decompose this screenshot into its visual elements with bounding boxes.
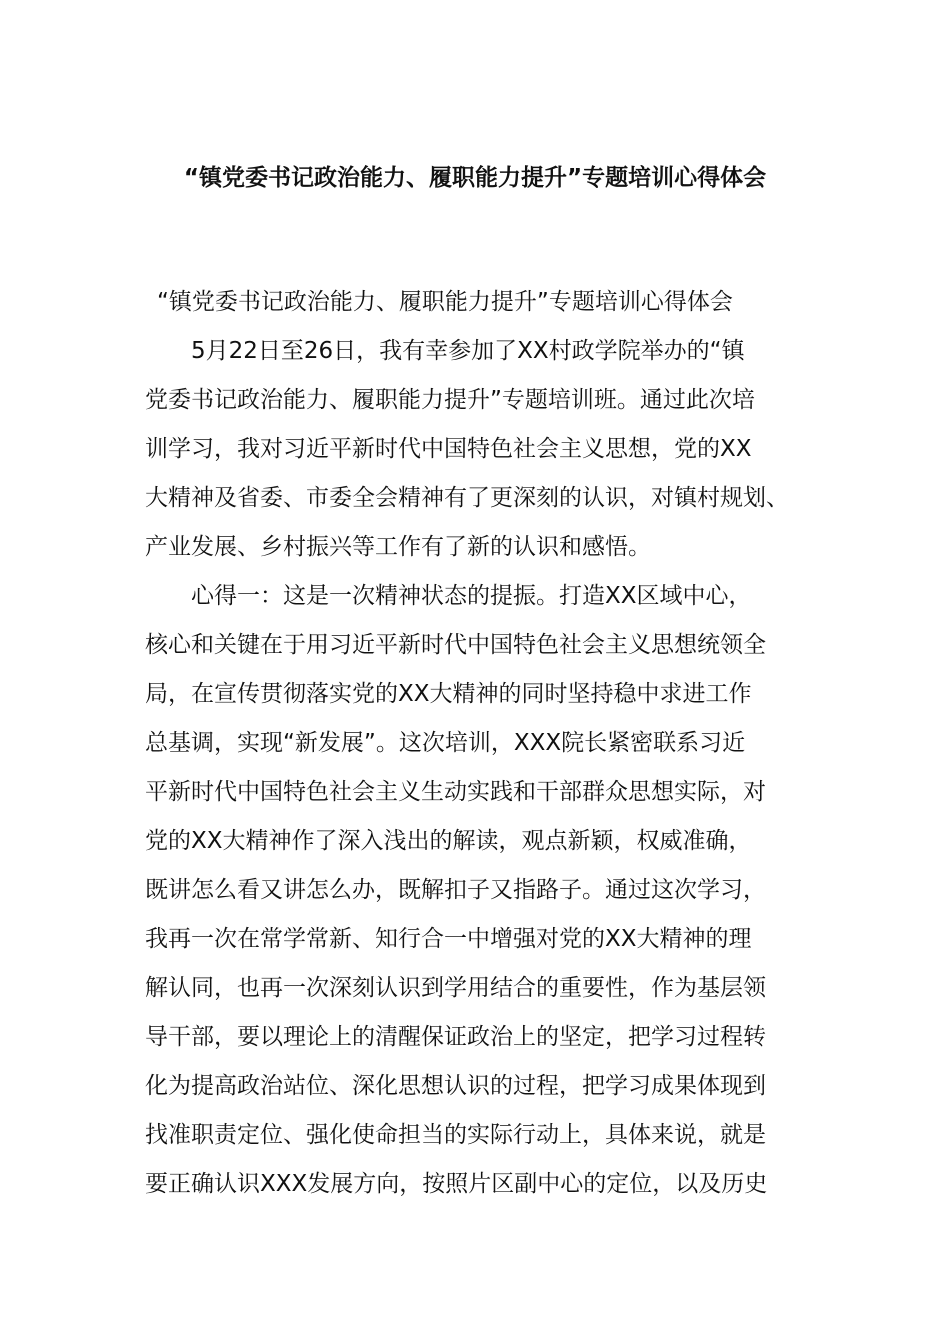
text-line: 平新时代中国特色社会主义生动实践和干部群众思想实际，对 [145,779,766,805]
text-line: 找准职责定位、强化使命担当的实际行动上，具体来说，就是 [145,1122,766,1148]
text-line: 导干部，要以理论上的清醒保证政治上的坚定，把学习过程转 [145,1024,766,1050]
text-line: 解认同，也再一次深刻认识到学用结合的重要性，作为基层领 [145,975,766,1001]
paragraph-intro [145,327,825,572]
document-title: “镇党委书记政治能力、履职能力提升”专题培训心得体会 [183,165,767,191]
paragraph-insight-one [145,572,825,1209]
text-line: 我再一次在常学常新、知行合一中增强对党的XX大精神的理 [145,926,752,952]
text-line: 要正确认识XXX发展方向，按照片区副中心的定位，以及历史 [145,1171,768,1197]
text-line: 心得一：这是一次精神状态的提振。打造XX区域中心， [191,583,752,609]
document-body [145,278,825,1209]
text-line: 党的XX大精神作了深入浅出的解读，观点新颖，权威准确， [145,828,752,854]
text-line: 总基调，实现“新发展”。这次培训，XXX院长紧密联系习近 [145,730,746,756]
text-line: 5月22日至26日，我有幸参加了XX村政学院举办的“镇 [191,338,745,364]
text-line: 核心和关键在于用习近平新时代中国特色社会主义思想统领全 [145,632,766,658]
text-line: 大精神及省委、市委全会精神有了更深刻的认识，对镇村规划、 [145,485,789,511]
text-line: 既讲怎么看又讲怎么办，既解扣子又指路子。通过这次学习， [145,877,766,903]
text-line: 化为提高政治站位、深化思想认识的过程，把学习成果体现到 [145,1073,766,1099]
text-line: 党委书记政治能力、履职能力提升”专题培训班。通过此次培 [145,387,755,413]
text-line: 局，在宣传贯彻落实党的XX大精神的同时坚持稳中求进工作 [145,681,752,707]
text-line: 产业发展、乡村振兴等工作有了新的认识和感悟。 [145,534,651,560]
document-subtitle: “镇党委书记政治能力、履职能力提升”专题培训心得体会 [157,289,733,315]
text-line: 训学习，我对习近平新时代中国特色社会主义思想，党的XX [145,436,752,462]
